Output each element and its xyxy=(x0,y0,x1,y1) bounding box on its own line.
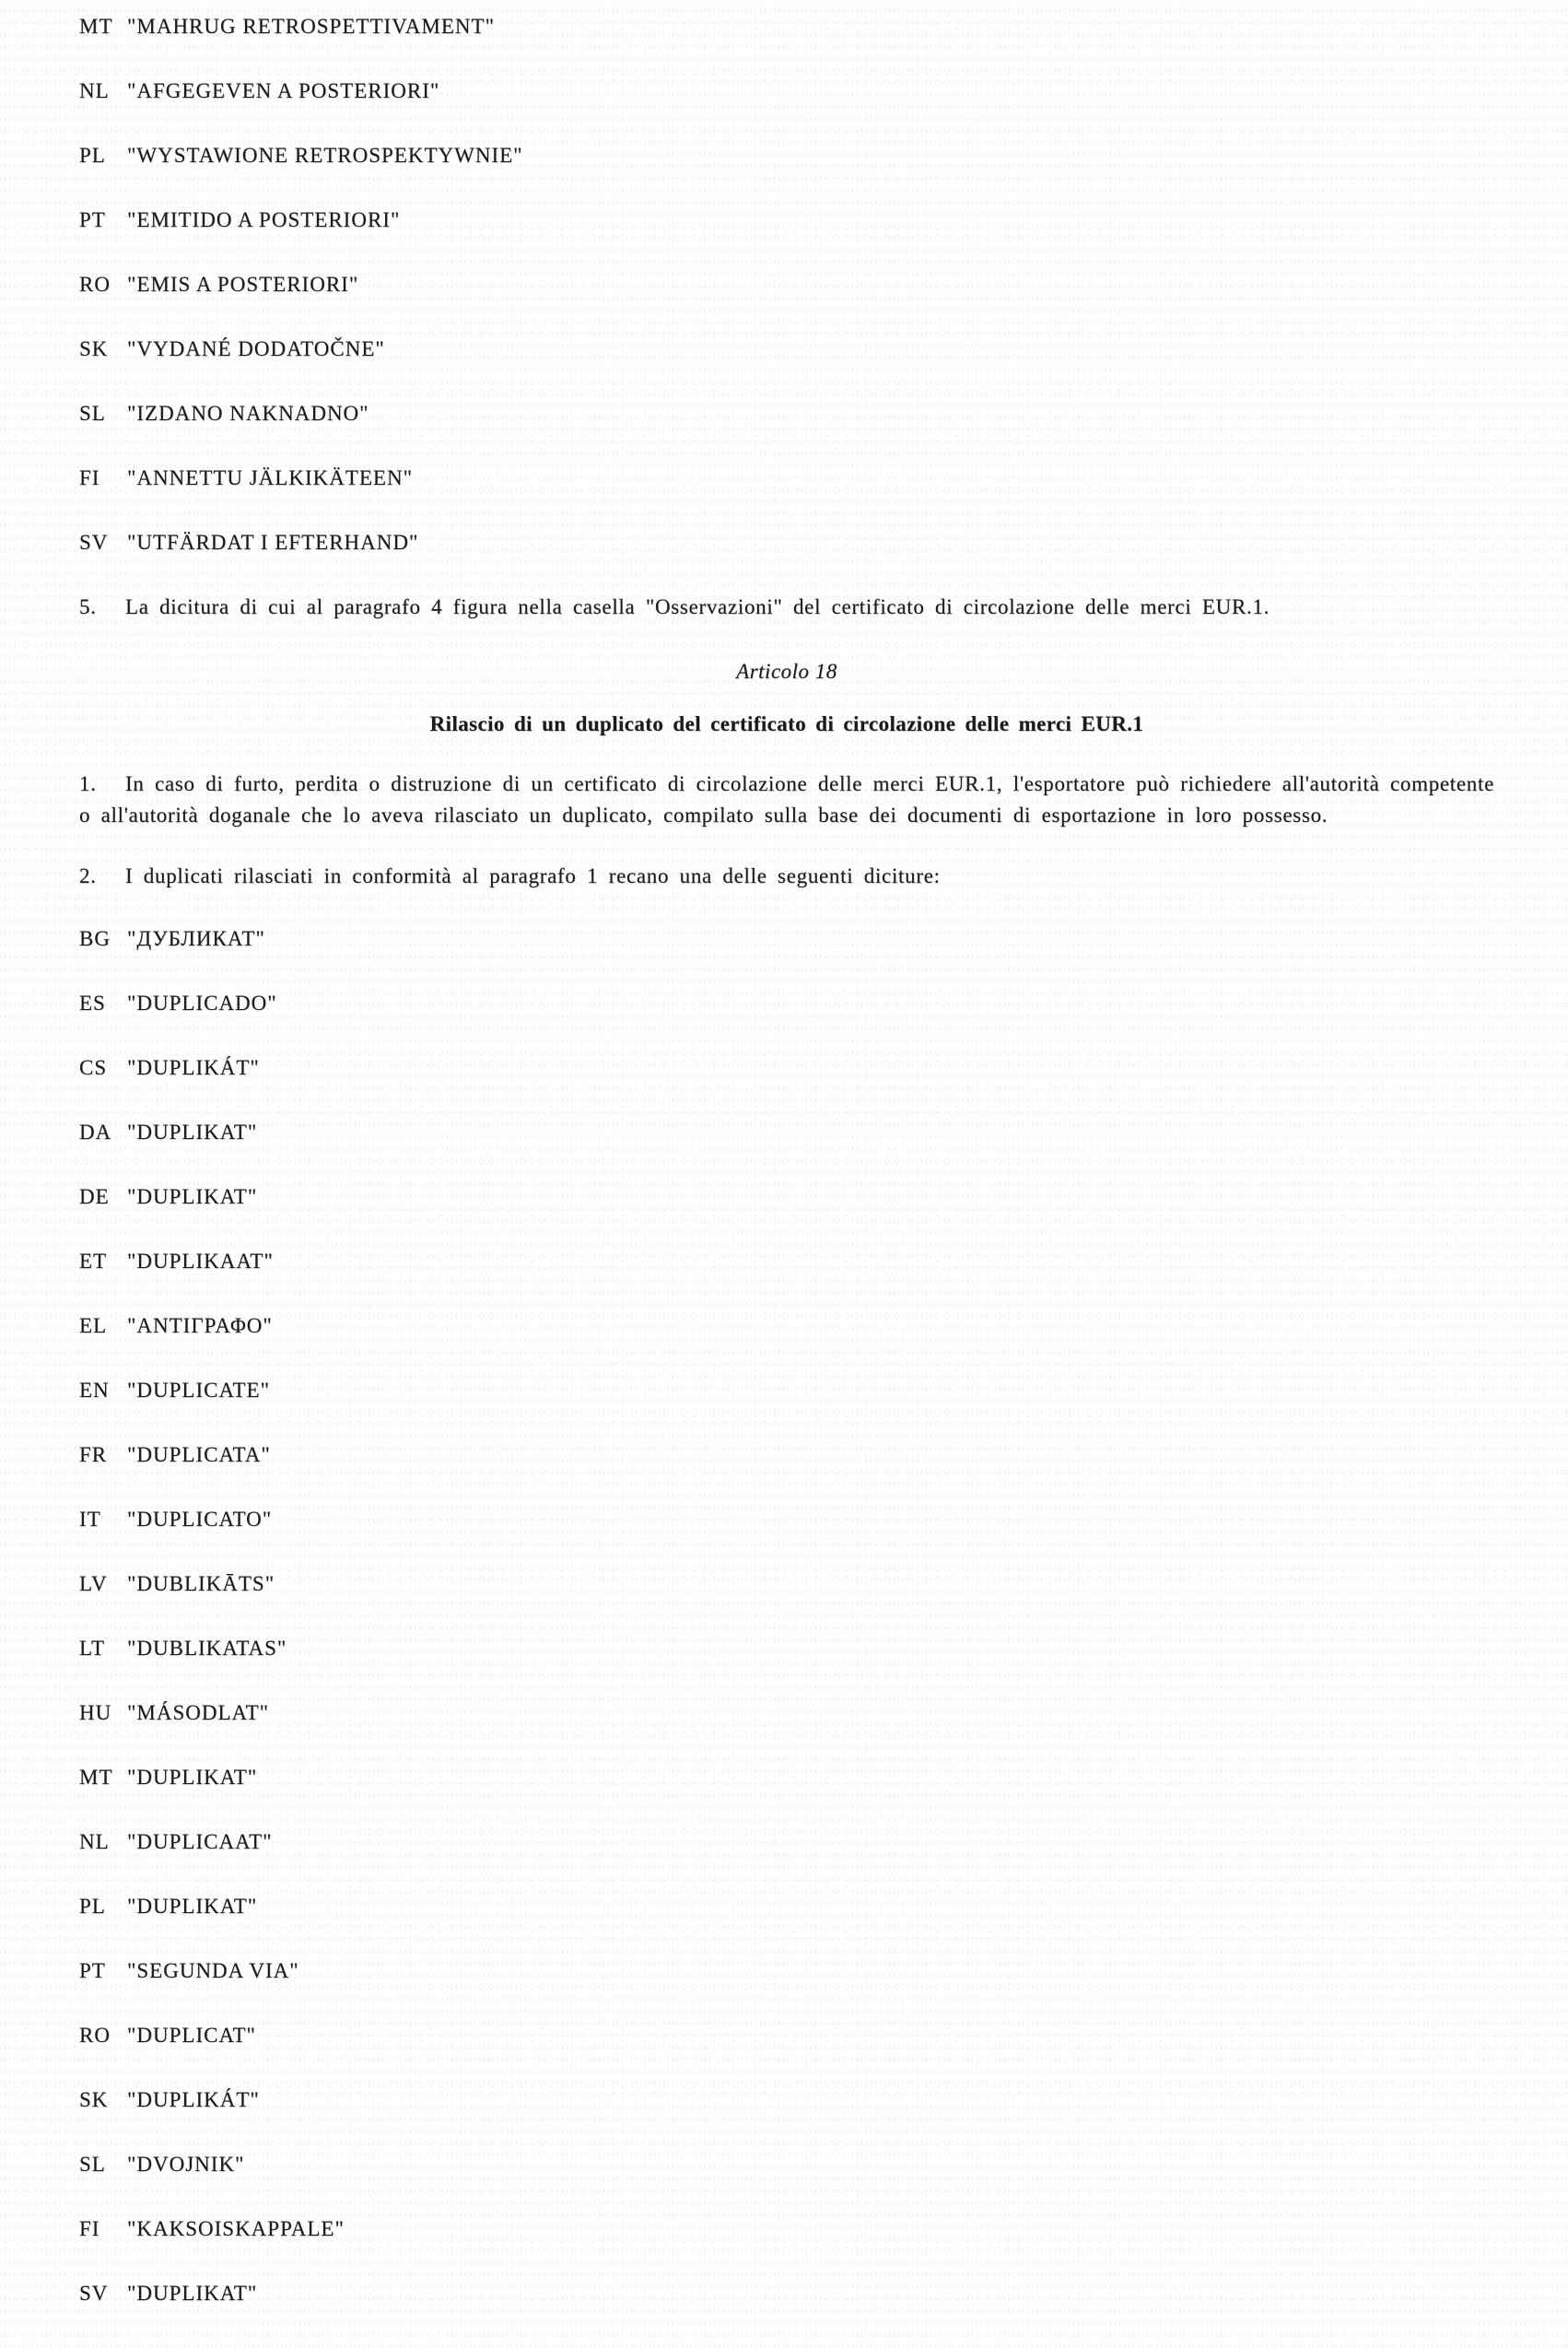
marking-text: "DUBLIKATAS" xyxy=(127,1637,287,1660)
language-code: RO xyxy=(79,2024,111,2047)
language-marking-item xyxy=(79,2282,1494,2306)
language-marking-item xyxy=(79,2024,1494,2048)
marking-text: "DUPLIKAAT" xyxy=(127,1250,274,1273)
language-code: MT xyxy=(79,1766,113,1789)
paragraph-number: 2. xyxy=(79,864,97,887)
language-code: IT xyxy=(79,1508,101,1531)
marking-text: "DUPLIKAT" xyxy=(127,1895,258,1918)
marking-text: "DUPLIKAT" xyxy=(127,2282,258,2305)
language-marking-item xyxy=(79,1443,1494,1467)
marking-text: "DUPLICADO" xyxy=(127,992,277,1015)
article-title: Rilascio di un duplicato del certificato di circolazione delle merci EUR.1 xyxy=(429,712,1144,735)
language-code: RO xyxy=(79,273,111,296)
language-code: NL xyxy=(79,1830,110,1853)
marking-text: "IZDANO NAKNADNO" xyxy=(127,402,369,425)
language-code: SL xyxy=(79,2153,106,2176)
language-marking-item xyxy=(79,1637,1494,1661)
language-marking-item xyxy=(79,1379,1494,1403)
language-code: FR xyxy=(79,1443,108,1466)
paragraph-5 xyxy=(79,595,1494,619)
language-marking-item xyxy=(79,337,1494,361)
language-code: SV xyxy=(79,2282,109,2305)
language-marking-item xyxy=(79,1121,1494,1145)
language-code: EL xyxy=(79,1314,108,1337)
marking-text: "MAHRUG RETROSPETTIVAMENT" xyxy=(127,15,495,38)
marking-text: "ΑΝΤΙΓΡΑΦΟ" xyxy=(127,1314,273,1337)
language-marking-item xyxy=(79,208,1494,232)
language-marking-item xyxy=(79,1250,1494,1274)
marking-text: "MÁSODLAT" xyxy=(127,1701,270,1724)
paragraph-1 xyxy=(79,769,1494,831)
paragraph-number: 1. xyxy=(79,772,97,795)
marking-text: "DUPLICAAT" xyxy=(127,1830,273,1853)
marking-text: "DUPLIKAT" xyxy=(127,1121,258,1144)
marking-text: "ДУБЛИКАТ" xyxy=(127,927,265,950)
language-marking-item xyxy=(79,144,1494,168)
paragraph-text: La dicitura di cui al paragrafo 4 figura nella casella "Osservazioni" del certificato di circolazione delle merci EUR.1. xyxy=(125,595,1270,618)
marking-text: "EMIS A POSTERIORI" xyxy=(127,273,359,296)
language-marking-item xyxy=(79,927,1494,951)
paragraph-number: 5. xyxy=(79,595,97,618)
language-code: PL xyxy=(79,144,106,167)
language-marking-item xyxy=(79,402,1494,426)
language-marking-item xyxy=(79,15,1494,39)
retrospective-markings-list xyxy=(79,15,1494,555)
language-code: SL xyxy=(79,402,106,425)
language-marking-item xyxy=(79,2088,1494,2112)
language-marking-item xyxy=(79,466,1494,490)
language-marking-item xyxy=(79,531,1494,555)
marking-text: "DUPLICATE" xyxy=(127,1379,270,1402)
language-code: NL xyxy=(79,79,110,102)
duplicate-markings-list xyxy=(79,927,1494,2306)
paragraph-2 xyxy=(79,864,1494,888)
marking-text: "DUPLIKAT" xyxy=(127,1185,258,1208)
language-marking-item xyxy=(79,1508,1494,1532)
language-marking-item xyxy=(79,2217,1494,2241)
marking-text: "UTFÄRDAT I EFTERHAND" xyxy=(127,531,419,554)
marking-text: "DUPLICAT" xyxy=(127,2024,256,2047)
language-marking-item xyxy=(79,273,1494,297)
marking-text: "AFGEGEVEN A POSTERIORI" xyxy=(127,79,440,102)
marking-text: "DUPLIKÁT" xyxy=(127,2088,260,2111)
language-marking-item xyxy=(79,1766,1494,1790)
marking-text: "DUPLIKAT" xyxy=(127,1766,258,1789)
marking-text: "WYSTAWIONE RETROSPEKTYWNIE" xyxy=(127,144,523,167)
paragraph-text: In caso di furto, perdita o distruzione di un certificato di circolazione delle merci EUR.1, l'esportatore può richiedere all'autorità competente o all'autorità doganale che lo aveva rilasciato un duplicato, compilato sulla base dei documenti di esportazione in loro possesso. xyxy=(79,772,1494,827)
language-code: LV xyxy=(79,1572,108,1595)
language-code: HU xyxy=(79,1701,112,1724)
marking-text: "ANNETTU JÄLKIKÄTEEN" xyxy=(127,466,413,489)
language-marking-item xyxy=(79,1959,1494,1983)
language-code: MT xyxy=(79,15,113,38)
language-marking-item xyxy=(79,1314,1494,1338)
language-marking-item xyxy=(79,1830,1494,1854)
marking-text: "SEGUNDA VIA" xyxy=(127,1959,299,1982)
marking-text: "EMITIDO A POSTERIORI" xyxy=(127,208,401,231)
language-marking-item xyxy=(79,2153,1494,2177)
marking-text: "DUPLICATO" xyxy=(127,1508,273,1531)
language-code: SK xyxy=(79,337,109,360)
language-marking-item xyxy=(79,1185,1494,1209)
marking-text: "DUBLIKĀTS" xyxy=(127,1572,275,1595)
language-marking-item xyxy=(79,1056,1494,1080)
language-marking-item xyxy=(79,1895,1494,1919)
language-code: DA xyxy=(79,1121,112,1144)
language-code: FI xyxy=(79,2217,100,2240)
language-code: SK xyxy=(79,2088,109,2111)
language-code: ES xyxy=(79,992,106,1015)
language-marking-item xyxy=(79,1701,1494,1725)
article-number: Articolo 18 xyxy=(736,660,837,683)
language-code: ET xyxy=(79,1250,108,1273)
marking-text: "VYDANÉ DODATOČNE" xyxy=(127,337,385,360)
language-code: BG xyxy=(79,927,111,950)
language-marking-item xyxy=(79,79,1494,103)
language-code: LT xyxy=(79,1637,105,1660)
language-code: SV xyxy=(79,531,109,554)
language-code: EN xyxy=(79,1379,110,1402)
language-code: PL xyxy=(79,1895,106,1918)
language-code: FI xyxy=(79,466,100,489)
marking-text: "DVOJNIK" xyxy=(127,2153,245,2176)
marking-text: "DUPLIKÁT" xyxy=(127,1056,260,1079)
language-code: PT xyxy=(79,208,106,231)
marking-text: "DUPLICATA" xyxy=(127,1443,271,1466)
language-code: PT xyxy=(79,1959,106,1982)
language-code: DE xyxy=(79,1185,110,1208)
language-marking-item xyxy=(79,992,1494,1016)
language-marking-item xyxy=(79,1572,1494,1596)
marking-text: "KAKSOISKAPPALE" xyxy=(127,2217,345,2240)
paragraph-text: I duplicati rilasciati in conformità al paragrafo 1 recano una delle seguenti diciture: xyxy=(125,864,941,887)
language-code: CS xyxy=(79,1056,108,1079)
